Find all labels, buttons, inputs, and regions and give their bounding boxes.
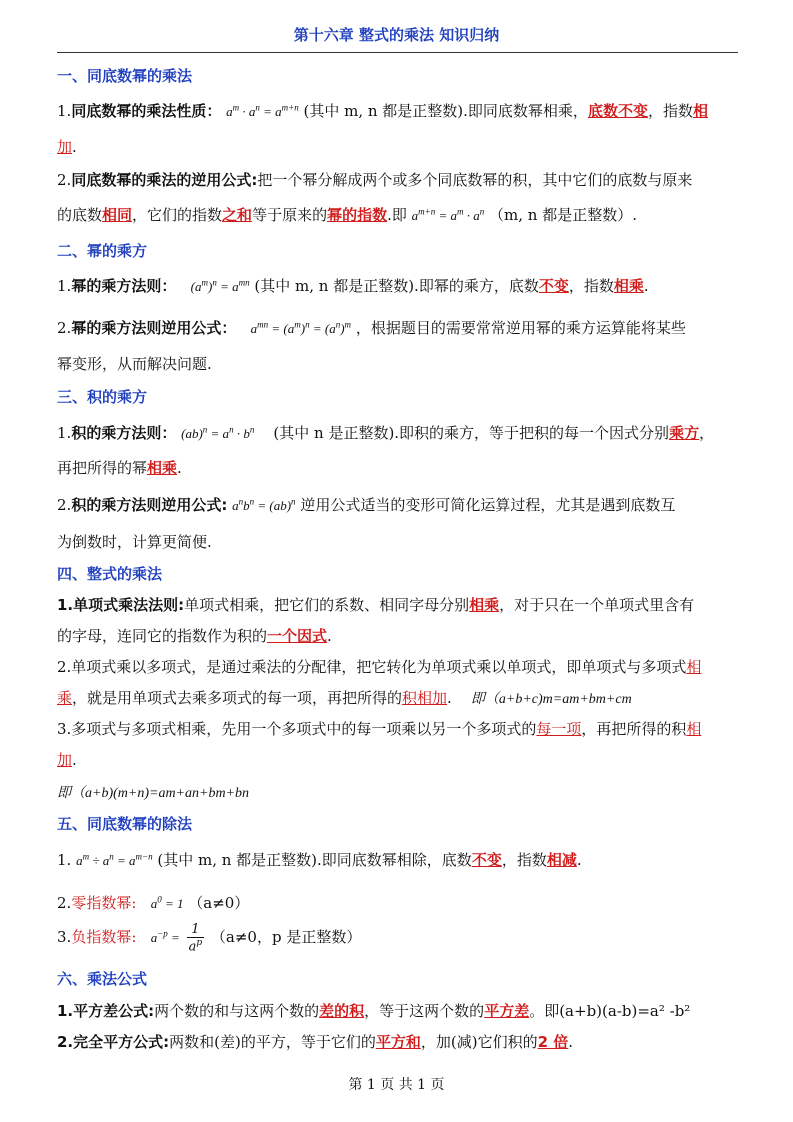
s4-rule-1-cont: 的字母，连同它的指数作为积的一个因式. [57, 627, 332, 645]
page-footer: 第 1 页 共 1 页 [348, 1077, 445, 1093]
section-heading-4: 四、整式的乘法 [57, 565, 163, 583]
formula: $a^{mn} = (a^m)^n = (a^n)^m$ [250, 319, 352, 336]
s5-rule-1: 1. $a^m \div a^n = a^{m-n}$ (其中 m, n 都是正整数).即同底数幂相除，底数不变，指数相减. [57, 851, 582, 869]
s4-rule-2: 2.单项式乘以多项式，是通过乘法的分配律，把它转化为单项式乘以单项式，即单项式与多项式相 [57, 658, 702, 676]
s6-rule-2: 2.完全平方公式:两数和(差)的平方，等于它们的平方和，加(减)它们积的2 倍. [57, 1033, 574, 1051]
s2-rule-2: 2.幂的乘方法则逆用公式： $a^{mn} = (a^m)^n = (a^n)^m$ ，根据题目的需要常常逆用幂的乘方运算能将某些 [57, 319, 686, 337]
s1-rule-2-cont: 的底数相同，它们的指数之和等于原来的幂的指数.即 $a^{m+n} = a^m \cdot a^n$ （m, n 都是正整数）. [57, 206, 638, 224]
s4-rule-1: 1.单项式乘法法则:单项式相乘，把它们的系数、相同字母分别相乘，对于只在一个单项式里含有 [57, 596, 695, 614]
s3-rule-1: 1.积的乘方法则： $(ab)^n = a^n \cdot b^n$ (其中 n 是正整数).即积的乘方，等于把积的每一个因式分别乘方， [57, 424, 715, 442]
s4-rule-3-cont: 加. [57, 751, 77, 769]
section-heading-3: 三、积的乘方 [57, 388, 148, 406]
section-heading-6: 六、乘法公式 [57, 970, 148, 988]
formula: $a^0 = 1$ [150, 894, 184, 911]
s3-rule-1-cont: 再把所得的幂相乘. [57, 459, 182, 477]
s4-rule-3: 3.多项式与多项式相乘，先用一个多项式中的每一项乘以另一个多项式的每一项，再把所得的积相 [57, 720, 702, 738]
s5-rule-3: 3.负指数幂: $a^{-p}$ = $\frac{1}{a^p}$ （a≠0，p 是正整数） [57, 922, 362, 955]
section-heading-1: 一、同底数幂的乘法 [57, 67, 193, 85]
s6-rule-1: 1.平方差公式:两个数的和与这两个数的差的积，等于这两个数的平方差。即(a+b)(a-b)=a² -b² [57, 1002, 691, 1020]
s4-rule-3-example: 即（a+b)(m+n)=am+an+bm+bn [57, 786, 250, 801]
section-heading-5: 五、同底数幂的除法 [57, 815, 193, 833]
s1-rule-1: 1.同底数幂的乘法性质： $a^m \cdot a^n = a^{m+n}$ (其中 m, n 都是正整数).即同底数幂相乘，底数不变，指数相 [57, 102, 708, 120]
formula: $a^m \cdot a^n = a^{m+n}$ [226, 102, 299, 119]
s5-rule-2: 2.零指数幂: $a^0 = 1$ （a≠0） [57, 894, 250, 912]
s4-rule-2-cont: 乘，就是用单项式去乘多项式的每一项，再把所得的积相加. 即（a+b+c)m=am+bm+cm [57, 689, 632, 707]
formula: $(a^m)^n = a^{mn}$ [190, 277, 250, 294]
formula: $a^nb^n = (ab)^n$ [232, 496, 296, 513]
formula: $(ab)^n = a^n \cdot b^n$ [181, 424, 255, 441]
s3-rule-2-cont: 为倒数时，计算更简便. [57, 533, 212, 551]
section-heading-2: 二、幂的乘方 [57, 242, 148, 260]
s1-rule-2: 2.同底数幂的乘法的逆用公式:把一个幂分解成两个或多个同底数幂的积，其中它们的底数与原来 [57, 171, 693, 189]
s2-rule-2-cont: 幂变形，从而解决问题. [57, 355, 212, 373]
s2-rule-1: 1.幂的乘方法则： $(a^m)^n = a^{mn}$ (其中 m, n 都是正整数).即幂的乘方，底数不变，指数相乘. [57, 277, 649, 295]
formula: $a^{m+n} = a^m \cdot a^n$ [411, 206, 485, 223]
s3-rule-2: 2.积的乘方法则逆用公式: $a^nb^n = (ab)^n$ 逆用公式适当的变形可简化运算过程，尤其是遇到底数互 [57, 496, 676, 514]
formula: $a^m \div a^n = a^{m-n}$ [76, 851, 153, 868]
page-title: 第十六章 整式的乘法 知识归纳 [293, 26, 500, 44]
fraction: $\frac{1}{a^p}$ [188, 922, 203, 955]
s1-rule-1-cont: 加. [57, 138, 77, 156]
title-divider [57, 52, 738, 53]
formula: $a^{-p}$ = [150, 928, 180, 946]
